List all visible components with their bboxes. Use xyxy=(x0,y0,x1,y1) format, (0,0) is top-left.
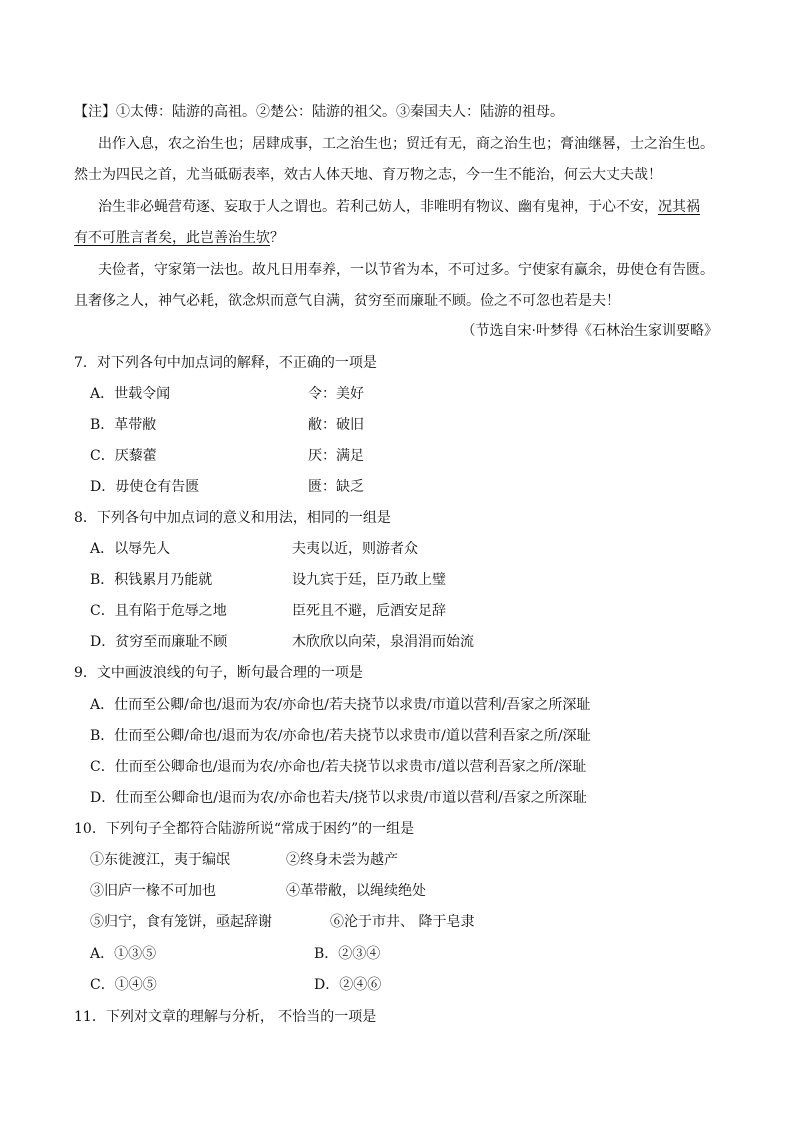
option-text: C．仕而至公卿命也/退而为农/亦命也/若夫挠节以求贵市/道以营利吾家之所/深耻 xyxy=(90,759,587,775)
wavy-underlined-text: 有不可胜言者矣，此岂善治生欤 xyxy=(74,230,270,246)
question-stem: 7．对下列各句中加点词的解释，不正确的一项是 xyxy=(74,355,377,371)
option-label: C．且有陷于危辱之地 xyxy=(90,603,227,619)
option-gloss: 匮：缺乏 xyxy=(308,479,364,495)
option-text: B．仕而至公卿/命也/退而为农/亦命也/若夫挠节以求贵市/道以营利吾家之所/深耻 xyxy=(90,728,591,744)
passage-text: 治生非必蝇营苟逐、妄取于人之谓也。若利己妨人，非唯明有物议、幽有鬼神，于心不安， xyxy=(98,199,658,215)
list-item: ⑥沦于市井、 降于皂隶 xyxy=(330,914,475,930)
question-stem: 8．下列各句中加点词的意义和用法，相同的一组是 xyxy=(74,510,391,526)
option-text: A．①③⑤ xyxy=(90,946,157,962)
wavy-underlined-text: 况其祸 xyxy=(658,199,700,215)
option-label: C．厌藜藿 xyxy=(90,448,157,464)
option-label: A．世载令闻 xyxy=(90,386,171,402)
option-pair: 夫夷以近，则游者众 xyxy=(292,541,418,557)
list-item: ③旧庐一椽不可加也 xyxy=(90,883,216,899)
list-item: ⑤归宁，食有笼饼，亟起辞谢 xyxy=(90,914,272,930)
source-citation: （节选自宋·叶梦得《石林治生家训要略》 xyxy=(461,323,718,339)
passage-line: 出作入息，农之治生也；居肆成事，工之治生也；贸迁有无，商之治生也；膏油继晷，士之治生也。 xyxy=(98,136,714,152)
question-stem: 11．下列对文章的理解与分析， 不恰当的一项是 xyxy=(74,1009,377,1025)
passage-line xyxy=(74,228,284,248)
option-text: D．②④⑥ xyxy=(314,977,382,993)
passage-line xyxy=(98,197,700,217)
passage-line: 夫俭者，守家第一法也。故凡日用奉养，一以节省为本，不可过多。宁使家有赢余，毋使仓有告匮。 xyxy=(98,262,714,278)
passage-text: ？ xyxy=(270,230,284,246)
passage-line: 然士为四民之首，尤当砥砺表率，效古人体天地、育万物之志，今一生不能治，何云大丈夫哉！ xyxy=(74,167,662,183)
option-pair: 设九宾于廷，臣乃敢上璧 xyxy=(292,572,446,588)
option-text: A．仕而至公卿/命也/退而为农/亦命也/若夫挠节以求贵/市道以营利/吾家之所深耻 xyxy=(90,697,591,713)
option-gloss: 敝：破旧 xyxy=(308,417,364,433)
list-item: ④革带敝，以绳续绝处 xyxy=(286,883,426,899)
option-text: D．仕而至公卿命也/退而为农/亦命也若夫/挠节以求贵/市道以营利/吾家之所深耻 xyxy=(90,790,587,806)
passage-line: 且奢侈之人，神气必耗，欲念炽而意气自满，贫穷至而廉耻不顾。俭之不可忽也若是夫！ xyxy=(74,293,620,309)
option-label: A．以辱先人 xyxy=(90,541,171,557)
option-label: B．革带敝 xyxy=(90,417,157,433)
option-pair: 臣死且不避，卮酒安足辞 xyxy=(292,603,446,619)
option-gloss: 令：美好 xyxy=(308,386,364,402)
note-line: 【注】①太傅：陆游的高祖。②楚公：陆游的祖父。③秦国夫人：陆游的祖母。 xyxy=(74,104,564,120)
option-label: B．积钱累月乃能就 xyxy=(90,572,213,588)
list-item: ②终身未尝为越产 xyxy=(286,852,398,868)
option-label: D．毋使仓有告匮 xyxy=(90,479,200,495)
option-pair: 木欣欣以向荣，泉涓涓而始流 xyxy=(292,634,474,650)
option-text: B．②③④ xyxy=(314,946,381,962)
option-label: D．贫穷至而廉耻不顾 xyxy=(90,634,228,650)
option-text: C．①④⑤ xyxy=(90,977,157,993)
list-item: ①东徙渡江，夷于编氓 xyxy=(90,852,230,868)
question-stem: 9．文中画波浪线的句子，断句最合理的一项是 xyxy=(74,665,363,681)
option-gloss: 厌：满足 xyxy=(308,448,364,464)
question-stem: 10．下列句子全都符合陆游所说“常成于困约”的一组是 xyxy=(74,821,415,837)
